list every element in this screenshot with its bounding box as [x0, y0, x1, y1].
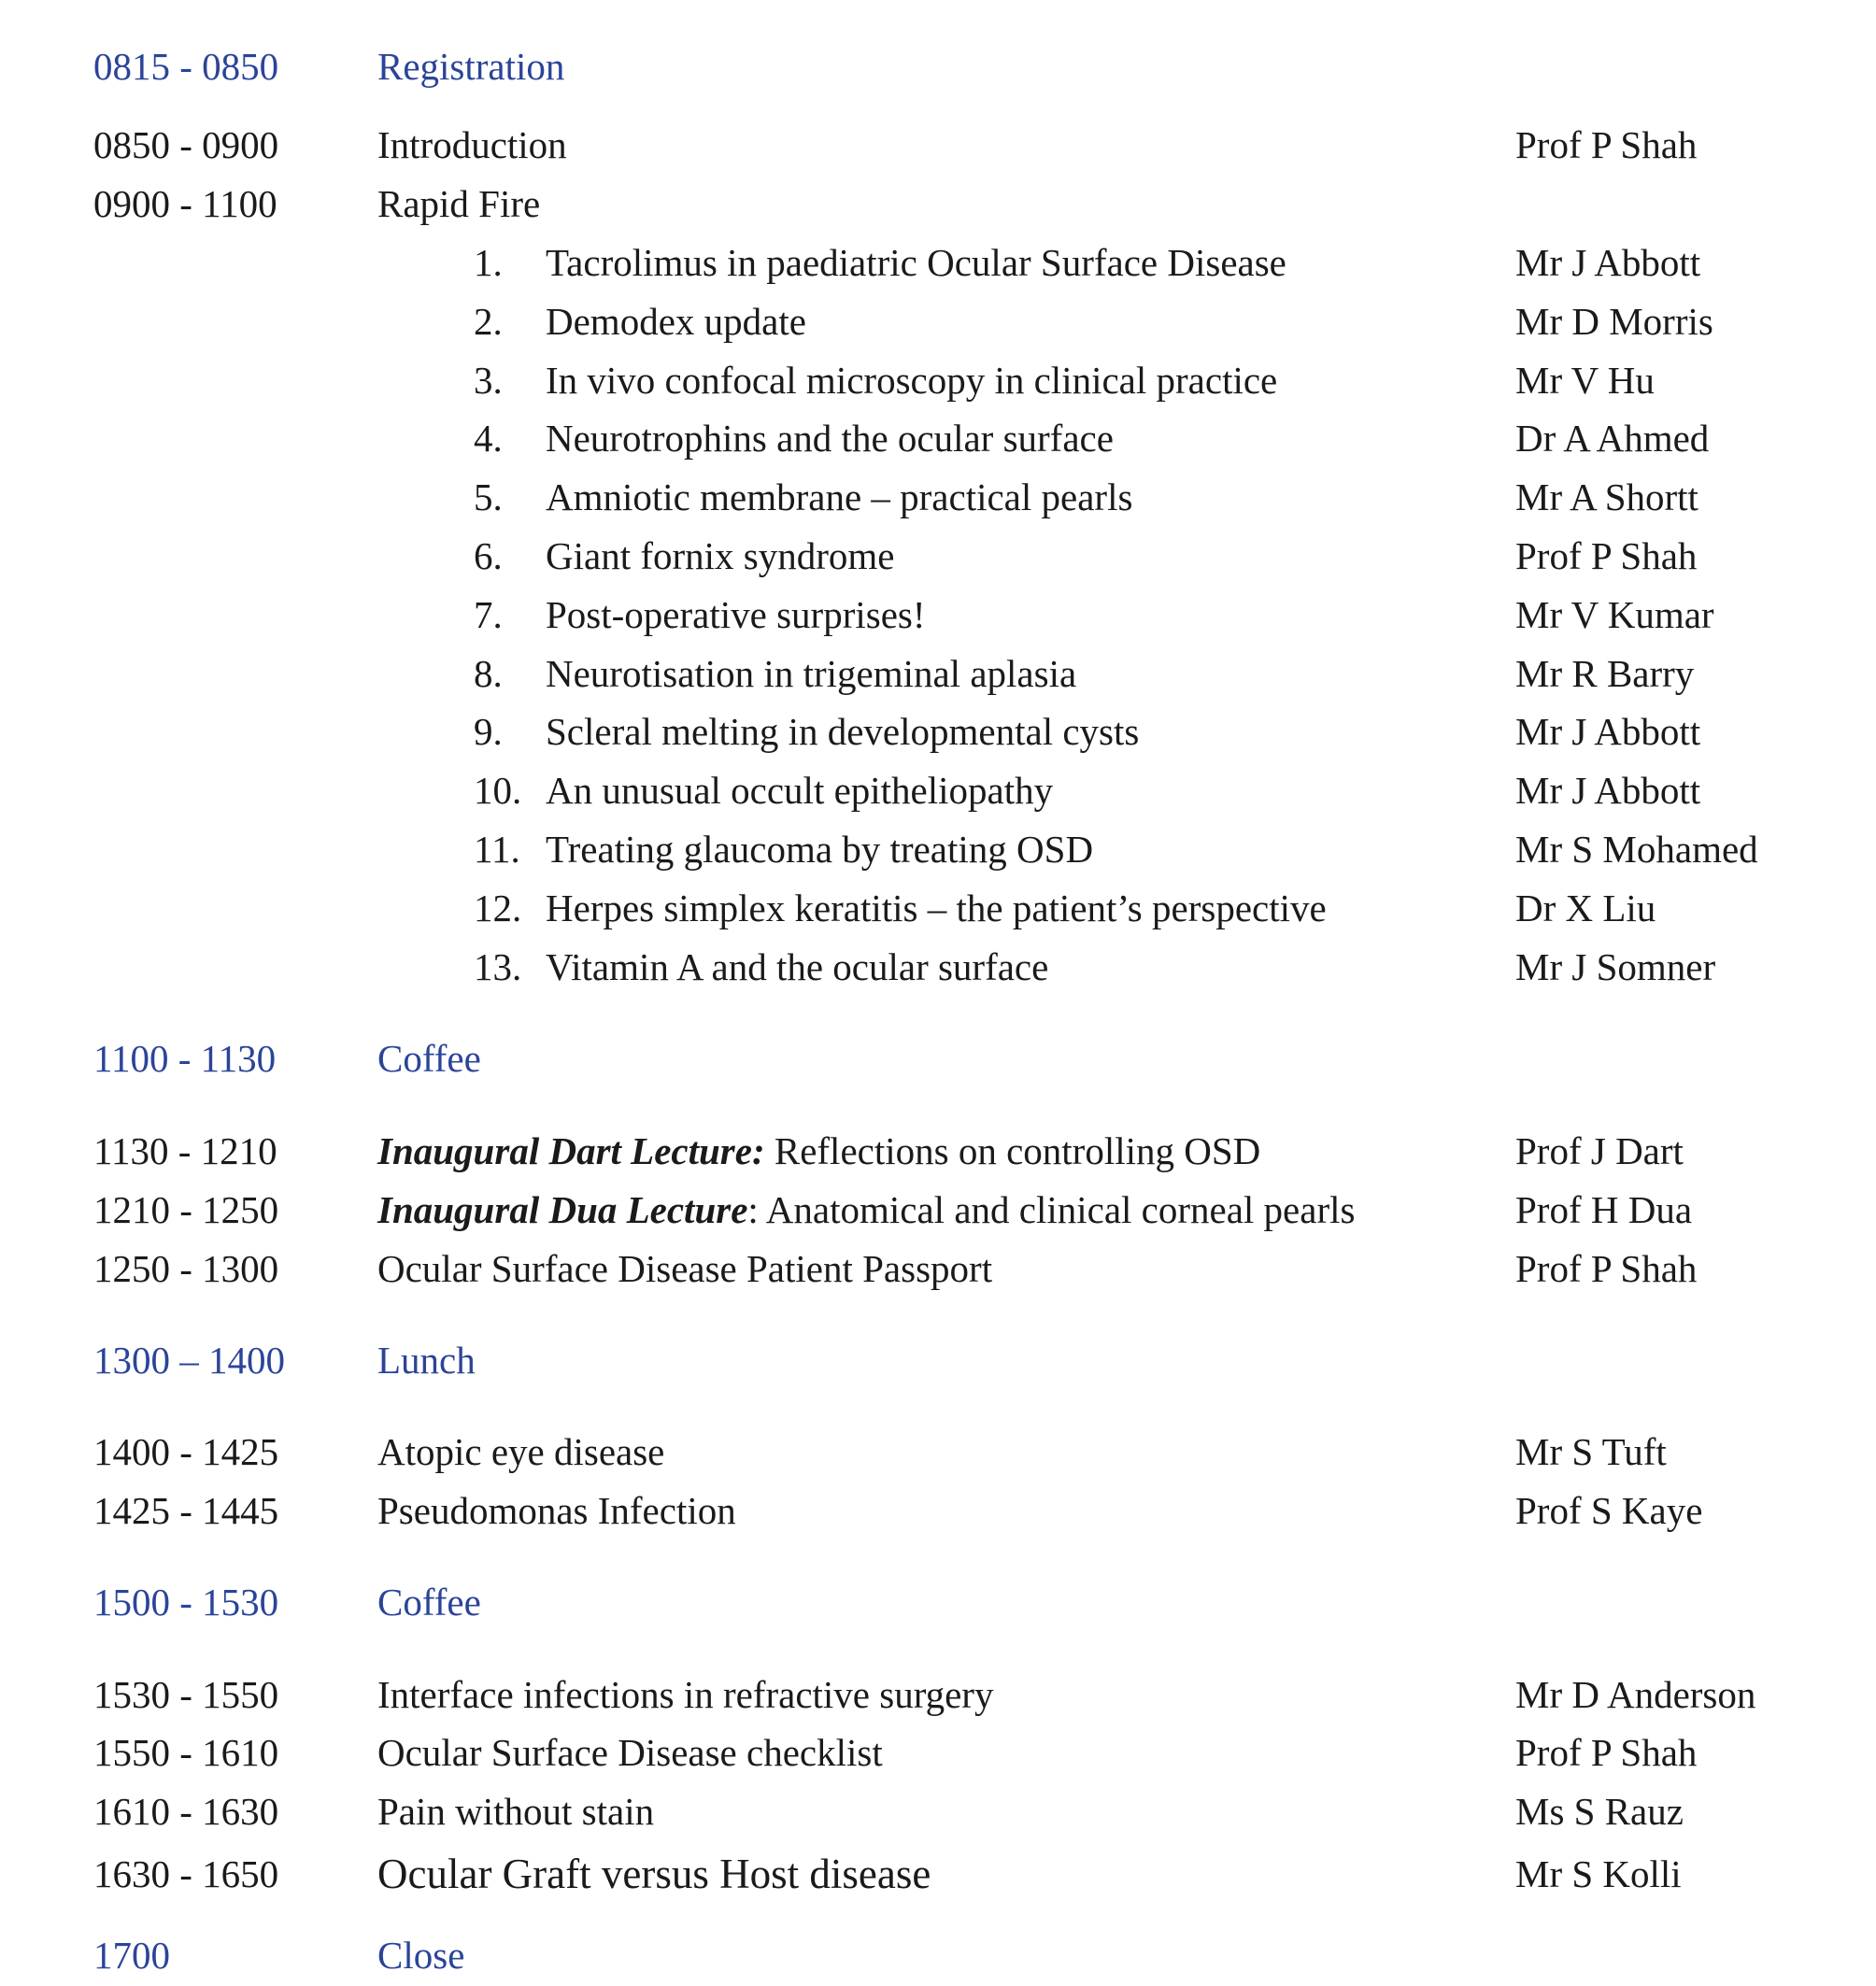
session-title: Lunch: [377, 1339, 476, 1382]
item-number: 5.: [474, 475, 503, 518]
speaker-name: Prof H Dua: [1515, 1188, 1693, 1231]
time-slot: 0850 - 0900: [93, 123, 279, 166]
lecture-topic: Reflections on controlling OSD: [764, 1129, 1261, 1172]
rapid-fire-item: [0, 234, 1876, 291]
item-title: Tacrolimus in paediatric Ocular Surface Disease: [546, 241, 1286, 284]
lecture-topic: : Anatomical and clinical corneal pearls: [747, 1188, 1356, 1231]
speaker-name: Mr J Abbott: [1515, 769, 1701, 812]
rapid-fire-item: [0, 586, 1876, 644]
time-slot: 1130 - 1210: [93, 1129, 277, 1172]
rapid-fire-item: [0, 351, 1876, 409]
speaker-name: Mr D Anderson: [1515, 1673, 1756, 1716]
item-title: Neurotrophins and the ocular surface: [546, 417, 1114, 460]
speaker-name: Mr R Barry: [1515, 652, 1695, 695]
time-slot: 1100 - 1130: [93, 1037, 277, 1080]
schedule-row-atopic: [0, 1423, 1876, 1481]
speaker-name: Prof J Dart: [1515, 1129, 1684, 1172]
session-title: Ocular Graft versus Host disease: [377, 1851, 931, 1897]
session-title: [377, 1122, 1260, 1180]
item-number: 6.: [474, 534, 503, 577]
time-slot: 0815 - 0850: [93, 45, 279, 88]
item-title: In vivo confocal microscopy in clinical practice: [546, 359, 1278, 402]
schedule-row-close: [0, 1926, 1876, 1984]
speaker-name: Mr J Abbott: [1515, 710, 1701, 753]
rapid-fire-item: [0, 645, 1876, 702]
schedule-row-dart-lecture: [0, 1122, 1876, 1180]
rapid-fire-item: [0, 292, 1876, 350]
item-number: 11.: [474, 828, 520, 871]
time-slot: 1400 - 1425: [93, 1430, 279, 1473]
session-title: Rapid Fire: [377, 182, 541, 225]
item-number: 7.: [474, 593, 503, 636]
schedule-row-interface: [0, 1666, 1876, 1724]
speaker-name: Prof P Shah: [1515, 123, 1698, 166]
item-title: An unusual occult epitheliopathy: [546, 769, 1054, 812]
item-title: Treating glaucoma by treating OSD: [546, 828, 1094, 871]
time-slot: 1300 – 1400: [93, 1339, 285, 1382]
speaker-name: Ms S Rauz: [1515, 1790, 1684, 1833]
session-title: [377, 1181, 1355, 1239]
time-slot: 0900 - 1100: [93, 182, 277, 225]
time-slot: 1250 - 1300: [93, 1247, 279, 1290]
rapid-fire-item: [0, 468, 1876, 526]
schedule-row-lunch: [0, 1331, 1876, 1389]
schedule-row-pain: [0, 1782, 1876, 1840]
schedule-row-pseudomonas: [0, 1482, 1876, 1539]
schedule-row-dua-lecture: [0, 1181, 1876, 1239]
item-title: Herpes simplex keratitis – the patient’s perspective: [546, 887, 1327, 929]
lecture-name: Inaugural Dart Lecture:: [377, 1129, 765, 1172]
session-title: Atopic eye disease: [377, 1430, 665, 1473]
lecture-name: Inaugural Dua Lecture: [377, 1188, 748, 1231]
speaker-name: Mr J Abbott: [1515, 241, 1701, 284]
time-slot: 1530 - 1550: [93, 1673, 279, 1716]
item-title: Neurotisation in trigeminal aplasia: [546, 652, 1077, 695]
rapid-fire-item: [0, 938, 1876, 996]
session-title: Coffee: [377, 1581, 481, 1624]
session-title: Interface infections in refractive surgery: [377, 1673, 994, 1716]
rapid-fire-item: [0, 761, 1876, 819]
item-number: 4.: [474, 417, 503, 460]
time-slot: 1610 - 1630: [93, 1790, 279, 1833]
schedule-row-coffee: [0, 1029, 1876, 1087]
schedule-row-passport: [0, 1240, 1876, 1298]
speaker-name: Mr S Kolli: [1515, 1852, 1682, 1895]
item-title: Scleral melting in developmental cysts: [546, 710, 1140, 753]
session-title: Pseudomonas Infection: [377, 1489, 736, 1532]
time-slot: 1700: [93, 1934, 170, 1977]
time-slot: 1630 - 1650: [93, 1852, 279, 1895]
speaker-name: Dr A Ahmed: [1515, 417, 1710, 460]
speaker-name: Prof P Shah: [1515, 1247, 1698, 1290]
speaker-name: Prof P Shah: [1515, 1731, 1698, 1774]
rapid-fire-item: [0, 879, 1876, 937]
schedule-row-coffee: [0, 1573, 1876, 1631]
session-title: Pain without stain: [377, 1790, 655, 1833]
speaker-name: Mr S Tuft: [1515, 1430, 1667, 1473]
session-title: Registration: [377, 45, 565, 88]
item-title: Vitamin A and the ocular surface: [546, 945, 1049, 988]
item-title: Post-operative surprises!: [546, 593, 926, 636]
session-title: Ocular Surface Disease checklist: [377, 1731, 883, 1774]
item-number: 1.: [474, 241, 503, 284]
schedule-row-checklist: [0, 1724, 1876, 1781]
rapid-fire-item: [0, 409, 1876, 467]
item-number: 8.: [474, 652, 503, 695]
schedule-row-gvhd: [0, 1845, 1876, 1903]
rapid-fire-item: [0, 820, 1876, 878]
time-slot: 1210 - 1250: [93, 1188, 279, 1231]
speaker-name: Mr V Hu: [1515, 359, 1655, 402]
item-number: 10.: [474, 769, 522, 812]
time-slot: 1500 - 1530: [93, 1581, 279, 1624]
speaker-name: Mr D Morris: [1515, 300, 1713, 343]
rapid-fire-item: [0, 702, 1876, 760]
rapid-fire-item: [0, 527, 1876, 585]
session-title: Ocular Surface Disease Patient Passport: [377, 1247, 993, 1290]
time-slot: 1425 - 1445: [93, 1489, 279, 1532]
time-slot: 1550 - 1610: [93, 1731, 279, 1774]
item-number: 12.: [474, 887, 522, 929]
session-title: Close: [377, 1934, 465, 1977]
speaker-name: Mr A Shortt: [1515, 475, 1698, 518]
session-title: Coffee: [377, 1037, 481, 1080]
schedule-row-introduction: [0, 116, 1876, 174]
item-number: 2.: [474, 300, 503, 343]
item-number: 13.: [474, 945, 522, 988]
schedule-row-rapid-fire: [0, 175, 1876, 233]
speaker-name: Prof S Kaye: [1515, 1489, 1703, 1532]
speaker-name: Mr V Kumar: [1515, 593, 1714, 636]
speaker-name: Dr X Liu: [1515, 887, 1656, 929]
speaker-name: Mr S Mohamed: [1515, 828, 1758, 871]
item-title: Amniotic membrane – practical pearls: [546, 475, 1133, 518]
speaker-name: Mr J Somner: [1515, 945, 1716, 988]
item-number: 9.: [474, 710, 503, 753]
session-title: Introduction: [377, 123, 567, 166]
schedule-row-registration: [0, 37, 1876, 95]
speaker-name: Prof P Shah: [1515, 534, 1698, 577]
item-title: Giant fornix syndrome: [546, 534, 895, 577]
item-title: Demodex update: [546, 300, 806, 343]
item-number: 3.: [474, 359, 503, 402]
